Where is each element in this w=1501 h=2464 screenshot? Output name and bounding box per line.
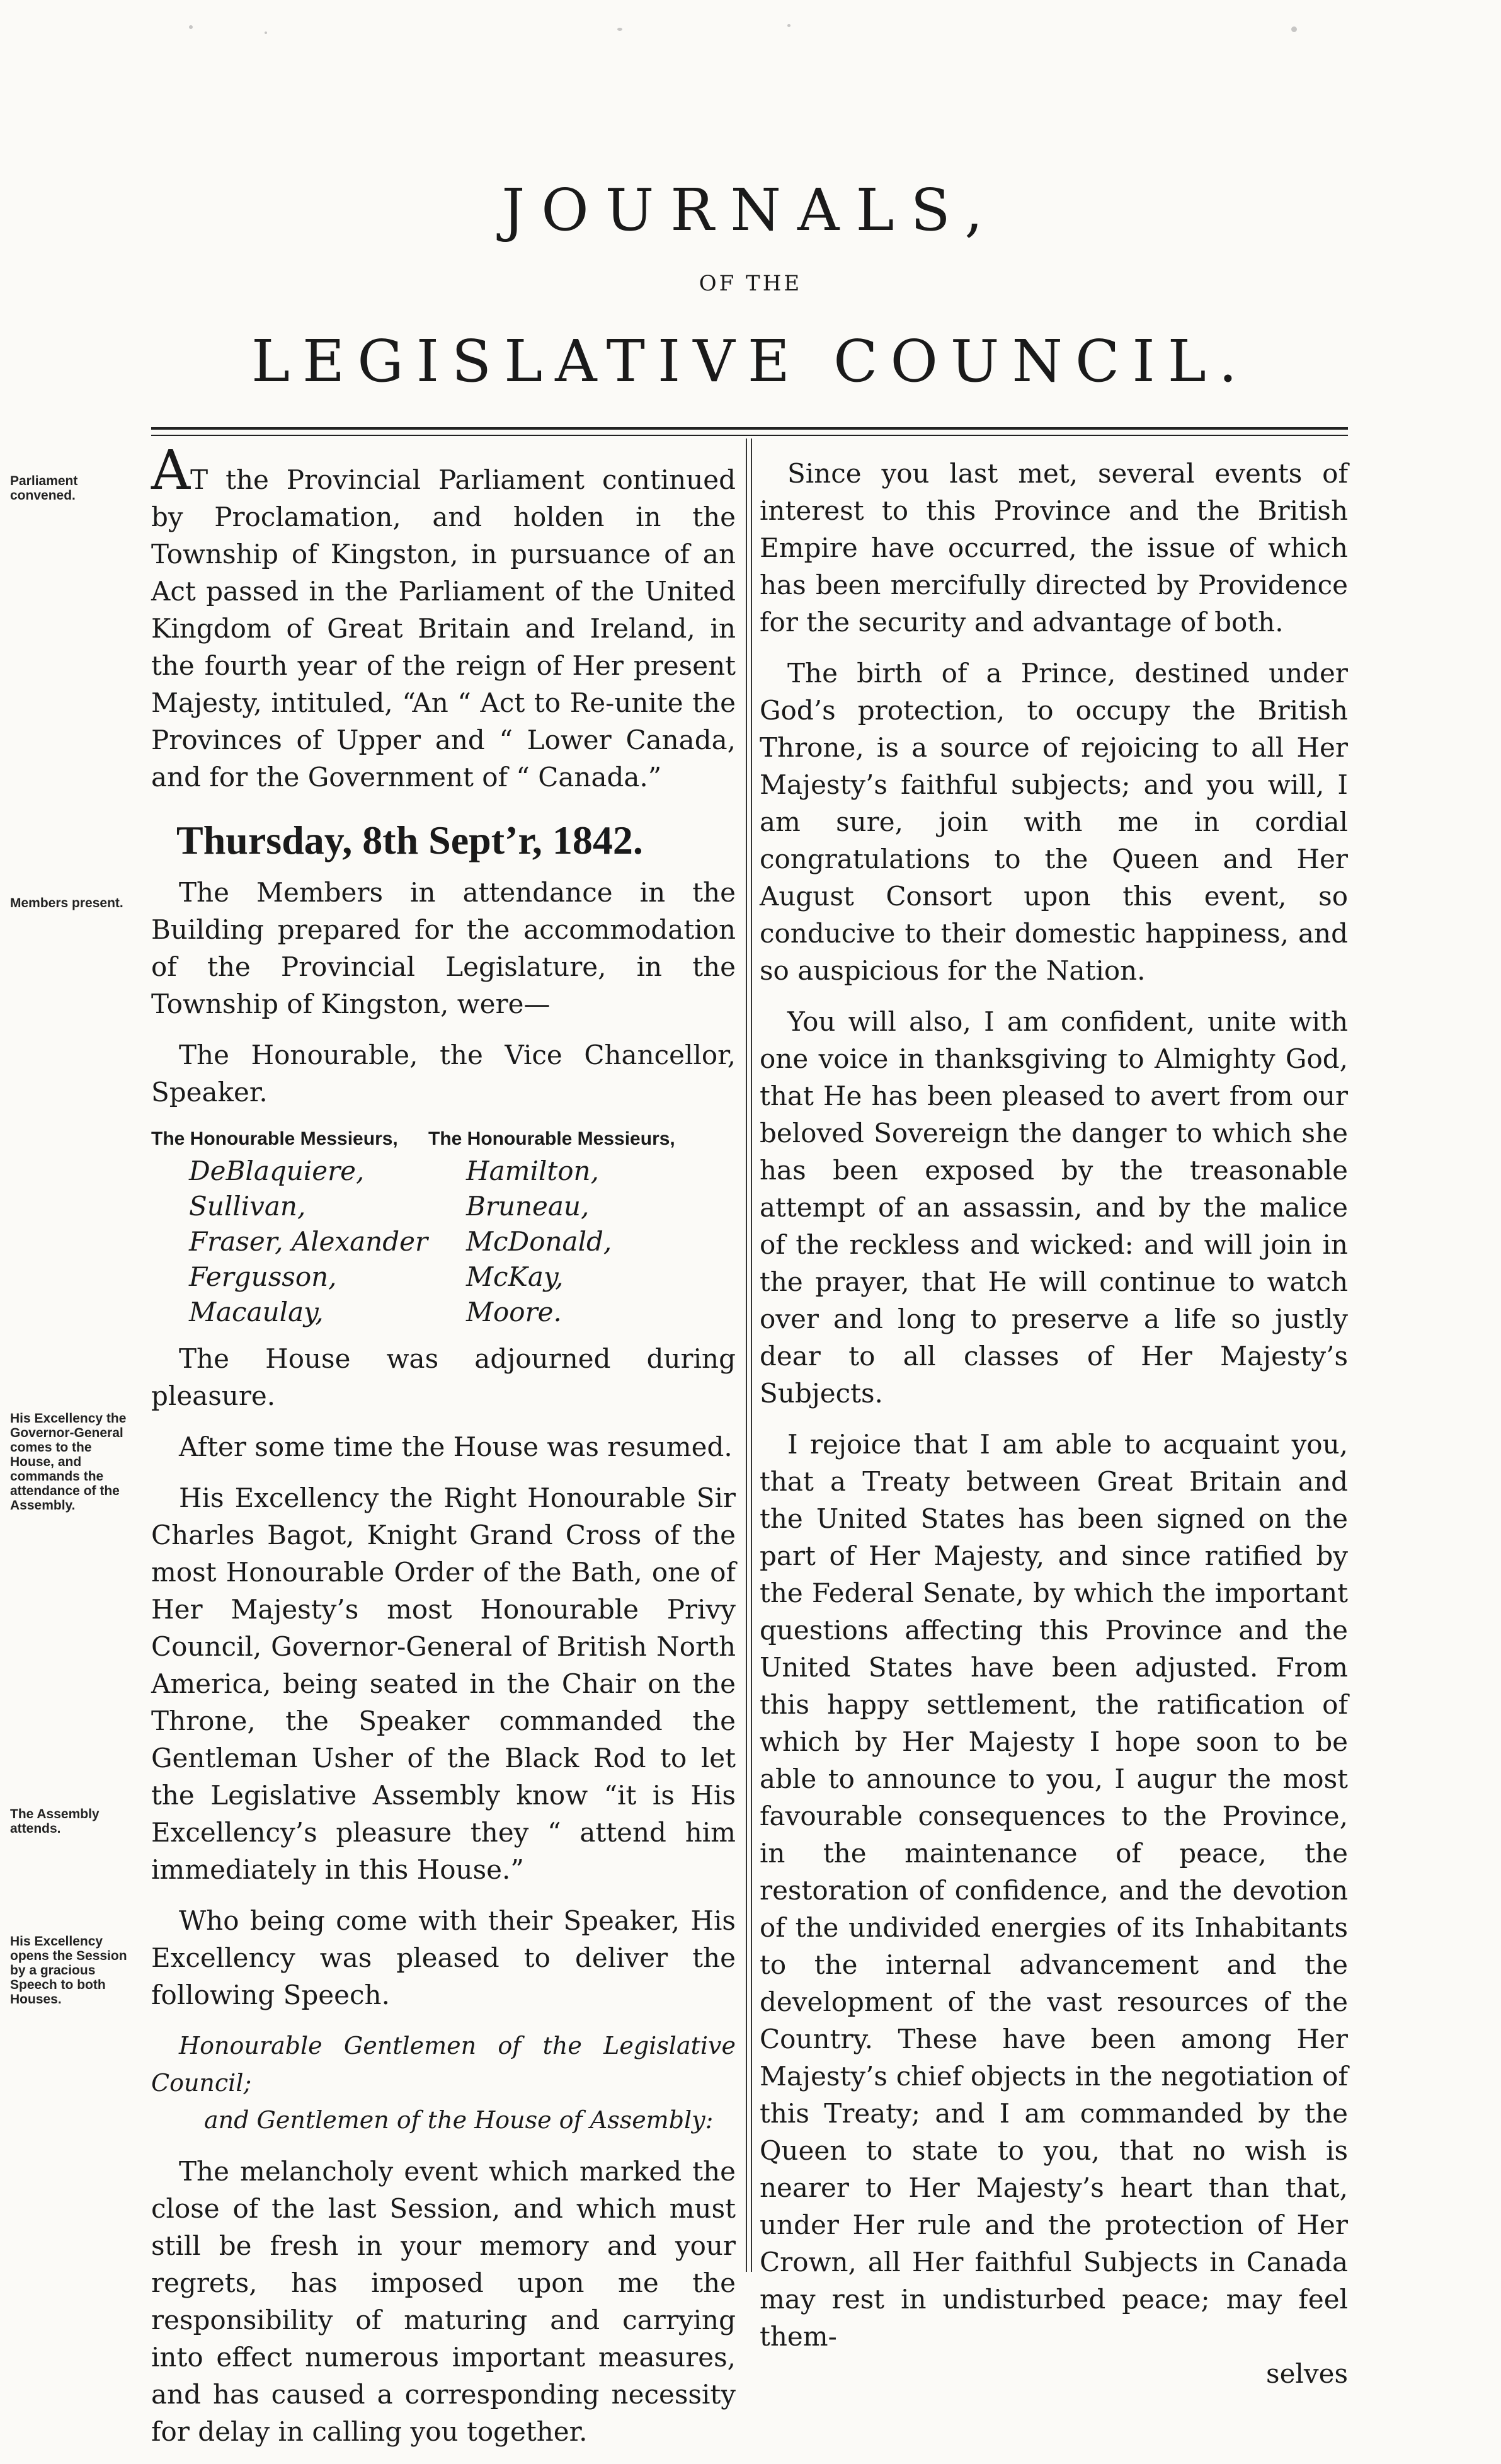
speech-paragraph-4: You will also, I am confident, unite with one voice in thanksgiving to Almighty God, that He has been pleased to avert from our beloved Sovereign the danger to which she has been exposed by the treasonable attempt of an assassin, and by the malice of the reckless and wicked: and will join in the prayer, that He will continue to watch over and long to preserve a life so justly dear to all classes of Her Majesty’s Subjects. [760, 1006, 1348, 1409]
margin-note-session-opened: His Excellency opens the Session by a gracious Speech to both Houses. [10, 1934, 127, 2007]
margin-note-parliament-convened: Parliament convened. [10, 474, 78, 503]
margin-note-members-present: Members present. [10, 896, 123, 910]
member-name: McDonald, [466, 1226, 612, 1257]
header-rule-thin [151, 435, 1348, 436]
member-name: Fergusson, [189, 1261, 337, 1292]
assembly-paragraph: Who being come with their Speaker, His Excellency was pleased to deliver the following Speech. [151, 1905, 736, 2010]
member-name: Sullivan, [189, 1191, 306, 1222]
members-intro: The Members in attendance in the Building prepared for the accommodation of the Provincial Legislature, in the Township of Kingston, were— [151, 877, 736, 1019]
member-name: McKay, [466, 1261, 564, 1292]
scan-noise [0, 19, 1501, 57]
header-rule-thick [151, 427, 1348, 430]
member-name: Macaulay, [189, 1297, 324, 1327]
member-name: DeBlaquiere, [189, 1155, 365, 1186]
intro-paragraph [151, 439, 736, 796]
margin-note-governor-comes: His Excellency the Governor-General comes to the House, and commands the attendance of the Assembly. [10, 1411, 127, 1513]
page-catchword: selves [1266, 2358, 1348, 2389]
speech-paragraph-2: Since you last met, several events of interest to this Province and the British Empire have occurred, the issue of which has been mercifully directed by Providence for the security and advantage of both. [760, 458, 1348, 638]
adjourned-line: The House was adjourned during pleasure. [151, 1343, 736, 1411]
speech-paragraph-5: I rejoice that I am able to acquaint you, that a Treaty between Great Britain and the United States has been signed on the part of Her Majesty, and since ratified by the Federal Senate, by which the important questions affecting this Province and the United States have been adjusted. From this happy settlement, the ratification of which by Her Majesty I hope soon to be able to announce to you, I augur the most favourable consequences to the Province, in the maintenance of peace, the restoration of confidence, and the devotion of the undivided energies of its Inhabitants to the internal advancement and the development of the vast resources of the Country. These have been among Her Majesty’s chief objects in the negotiation of this Treaty; and I am commanded by the Queen to state to you, that no wish is nearer to Her Majesty’s heart than that, under Her rule and the protection of Her Crown, all Her faithful Subjects in Canada may rest in undisturbed peace; may feel them- [760, 1429, 1348, 2352]
member-name: Bruneau, [466, 1191, 590, 1222]
excellency-paragraph: His Excellency the Right Honourable Sir Charles Bagot, Knight Grand Cross of the most Honourable Order of the Bath, one of Her Majesty’s most Honourable Privy Council, Governor-General of British North America, being seated in the Chair on the Throne, the Speaker commanded the Gentleman Usher of the Black Rod to let the Legislative Assembly know “it is His Excellency’s pleasure they “ attend him immediately in this House.” [151, 1482, 736, 1885]
drop-cap: A [151, 439, 191, 502]
member-name: Fraser, Alexander [189, 1226, 428, 1257]
left-column [151, 439, 736, 2464]
of-the-subtitle: OF THE [699, 271, 802, 296]
members-list [151, 1125, 736, 1330]
address-line-1: Honourable Gentlemen of the Legislative Council; [151, 2032, 736, 2097]
member-name: Hamilton, [466, 1155, 599, 1186]
margin-note-assembly-attends: The Assembly attends. [10, 1807, 100, 1836]
column-divider [746, 438, 752, 2272]
members-heading-right: The Honourable Messieurs, [428, 1128, 675, 1149]
speech-paragraph-3: The birth of a Prince, destined under God’s protection, to occupy the British Throne, is a source of rejoicing to all Her Majesty’s faithful subjects; and you will, I am sure, join with me in cordial congratulations to the Queen and Her August Consort upon this event, so conducive to their domestic happiness, and so auspicious for the Nation. [760, 658, 1348, 986]
address-line-2: and Gentlemen of the House of Assembly: [204, 2106, 714, 2134]
resumed-line: After some time the House was resumed. [179, 1431, 733, 1462]
speaker-line: The Honourable, the Vice Chancellor, Speaker. [151, 1040, 736, 1108]
speech-address [151, 2027, 736, 2139]
session-date: Thursday, 8th Sept’r, 1842. [176, 818, 643, 862]
legislative-council-title: LEGISLATIVE COUNCIL. [251, 328, 1250, 395]
member-name: Moore. [466, 1297, 562, 1327]
members-heading-left: The Honourable Messieurs, [151, 1128, 398, 1149]
speech-paragraph-1: The melancholy event which marked the close of the last Session, and which must still be fresh in your memory and your regrets, has imposed upon me the responsibility of maturing and carrying into effect numerous important measures, and has caused a corresponding necessity for delay in calling you together. [151, 2156, 736, 2447]
right-column [760, 455, 1348, 2406]
intro-text: T the Provincial Parliament continued by Proclamation, and holden in the Township of Kingston, in pursuance of an Act passed in the Parliament of the United Kingdom of Great Britain and Ireland, in the fourth year of the reign of Her present Majesty, intituled, “An “ Act to Re-unite the Provinces of Upper and “ Lower Canada, and for the Government of “ Canada.” [151, 464, 736, 793]
journals-title: JOURNALS, [501, 176, 1000, 244]
